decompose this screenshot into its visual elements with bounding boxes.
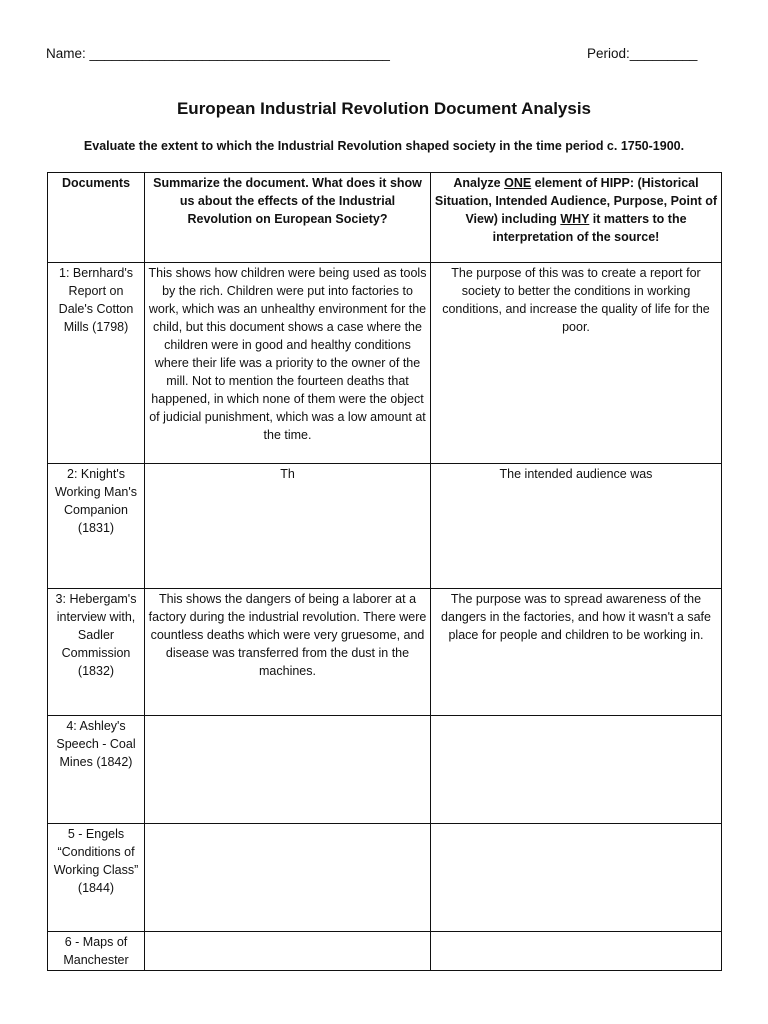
analysis-table xyxy=(47,172,722,971)
period-label: Period: xyxy=(587,46,630,61)
header-analyze-pre: Analyze xyxy=(453,176,505,190)
period-blank[interactable]: _________ xyxy=(629,46,698,61)
name-blank[interactable]: ________________________________________ xyxy=(89,46,390,61)
summary-cell[interactable]: Th xyxy=(145,464,431,589)
table-row xyxy=(48,824,722,932)
summary-cell[interactable]: This shows the dangers of being a laborer at a factory during the industrial revolution. There were countless deaths which were very gruesome, and disease was transferred from the dust in the machines. xyxy=(145,589,431,716)
table-row xyxy=(48,932,722,971)
table-row xyxy=(48,589,722,716)
document-cell: 2: Knight's Working Man's Companion (1831) xyxy=(48,464,145,589)
header-analyze-why: WHY xyxy=(560,212,590,226)
header-documents: Documents xyxy=(48,173,145,263)
analysis-cell[interactable] xyxy=(431,824,722,932)
header-analyze-post: it matters to the interpretation of the source! xyxy=(492,212,687,244)
name-field-line xyxy=(46,46,390,61)
header-summarize: Summarize the document. What does it show us about the effects of the Industrial Revolution on European Society? xyxy=(145,173,431,263)
summary-cell[interactable]: This shows how children were being used as tools by the rich. Children were put into factories to work, which was an unhealthy environment for the child, but this document shows a case where the children were in good and healthy conditions where their life was a priority to the owner of the mill. Not to mention the fourteen deaths that happened, in which none of them were the object of judicial punishment, which was a low amount at the time. xyxy=(145,263,431,464)
assignment-prompt: Evaluate the extent to which the Industrial Revolution shaped society in the time period c. 1750-1900. xyxy=(83,139,685,153)
summary-cell[interactable] xyxy=(145,932,431,971)
document-cell: 3: Hebergam's interview with, Sadler Commission (1832) xyxy=(48,589,145,716)
document-cell: 4: Ashley's Speech - Coal Mines (1842) xyxy=(48,716,145,824)
summary-cell[interactable] xyxy=(145,716,431,824)
analysis-cell[interactable] xyxy=(431,932,722,971)
analysis-cell[interactable]: The purpose of this was to create a report for society to better the conditions in working conditions, and increase the quality of life for the poor. xyxy=(431,263,722,464)
header-analyze xyxy=(431,173,722,263)
analysis-cell[interactable]: The purpose was to spread awareness of the dangers in the factories, and how it wasn't a safe place for people and children to be working in. xyxy=(431,589,722,716)
document-cell: 5 - Engels “Conditions of Working Class” (1844) xyxy=(48,824,145,932)
table-header-row xyxy=(48,173,722,263)
table-row xyxy=(48,464,722,589)
name-label: Name: xyxy=(46,46,86,61)
summary-cell[interactable] xyxy=(145,824,431,932)
header-analyze-mid: element of HIPP: (Historical Situation, Intended Audience, Purpose, Point of View) including xyxy=(434,176,718,226)
header-analyze-one: ONE xyxy=(504,176,532,190)
analysis-cell[interactable]: The intended audience was xyxy=(431,464,722,589)
document-cell: 1: Bernhard's Report on Dale's Cotton Mills (1798) xyxy=(48,263,145,464)
document-cell: 6 - Maps of Manchester xyxy=(48,932,145,971)
table-row xyxy=(48,716,722,824)
period-field-line xyxy=(587,46,697,61)
table-row xyxy=(48,263,722,464)
analysis-cell[interactable] xyxy=(431,716,722,824)
document-title: European Industrial Revolution Document Analysis xyxy=(176,99,592,118)
